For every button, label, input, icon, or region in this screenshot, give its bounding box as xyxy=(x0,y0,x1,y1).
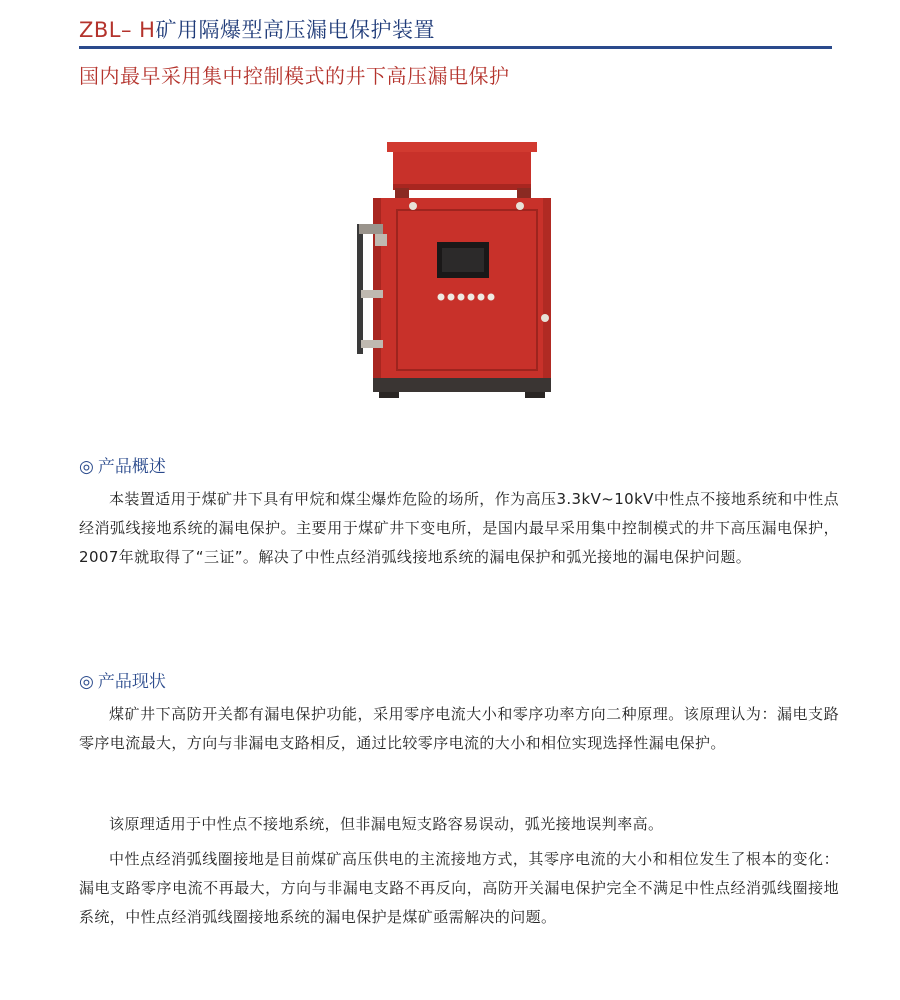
product-title xyxy=(79,14,435,44)
header-divider xyxy=(79,46,832,49)
product-name: 矿用隔爆型高压漏电保护装置 xyxy=(155,18,435,42)
product-photo xyxy=(345,140,575,400)
status-paragraph-1: 煤矿井下高防开关都有漏电保护功能，采用零序电流大小和零序功率方向二种原理。该原理认为：漏电支路零序电流最大，方向与非漏电支路相反，通过比较零序电流的大小和相位实现选择性漏电保护。 xyxy=(79,705,839,752)
overview-paragraph: 本装置适用于煤矿井下具有甲烷和煤尘爆炸危险的场所，作为高压3.3kV~10kV中性点不接地系统和中性点经消弧线接地系统的漏电保护。主要用于煤矿井下变电所，是国内最早采用集中控制模式的井下高压漏电保护，2007年就取得了“三证”。解决了中性点经消弧线接地系统的漏电保护和弧光接地的漏电保护问题。 xyxy=(79,490,839,566)
section-heading-overview: ◎ 产品概述 xyxy=(79,457,166,477)
status-paragraph-2: 该原理适用于中性点不接地系统，但非漏电短支路容易误动，弧光接地误判率高。 xyxy=(109,815,664,833)
product-subtitle: 国内最早采用集中控制模式的井下高压漏电保护 xyxy=(79,64,510,88)
section-heading-status: ◎ 产品现状 xyxy=(79,672,166,692)
status-paragraph-3: 中性点经消弧线圈接地是目前煤矿高压供电的主流接地方式，其零序电流的大小和相位发生了根本的变化：漏电支路零序电流不再最大，方向与非漏电支路不再反向，高防开关漏电保护完全不满足中性点经消弧线圈接地系统，中性点经消弧线圈接地系统的漏电保护是煤矿亟需解决的问题。 xyxy=(79,850,839,926)
product-model: ZBL– H xyxy=(79,18,156,42)
